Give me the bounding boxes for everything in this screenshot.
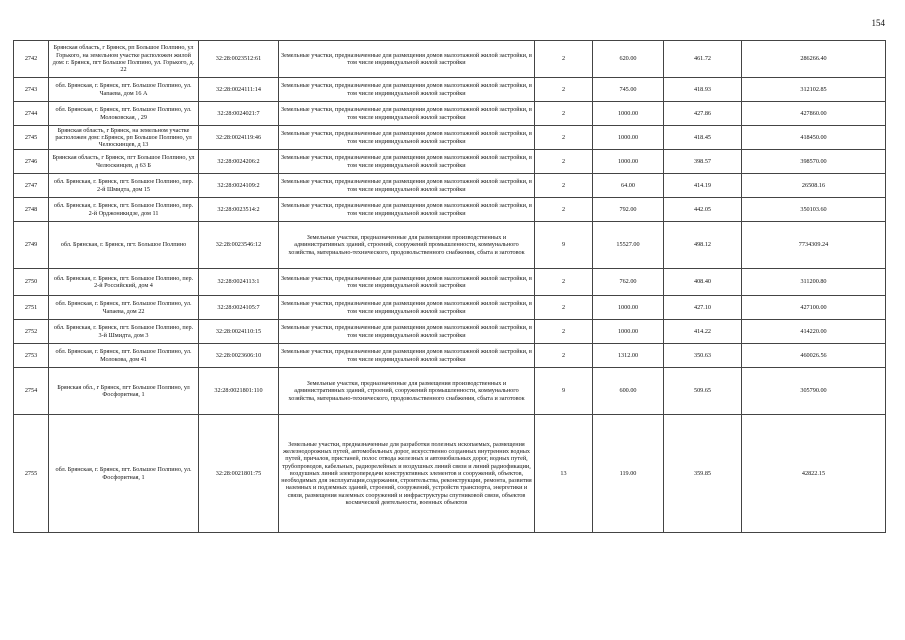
- cadastral-number-cell: 32:28:0024110:15: [199, 320, 279, 344]
- land-use-cell: Земельные участки, предназначенные для размещения домов малоэтажной жилой застройки, в том числе индивидуальной жилой застройки: [279, 150, 535, 174]
- row-number-cell: 2746: [14, 150, 49, 174]
- land-use-cell: Земельные участки, предназначенные для размещения домов малоэтажной жилой застройки, в том числе индивидуальной жилой застройки: [279, 41, 535, 78]
- cadastral-number-cell: 32:28:0023606:10: [199, 344, 279, 368]
- use-group-cell: 9: [535, 368, 593, 415]
- table-row: [14, 222, 886, 269]
- address-cell: Брянская область, г Брянск, пгт Большое Полпино, ул Челюскинцев, д 63 Б: [49, 150, 199, 174]
- cadastral-value-cell: 460026.56: [742, 344, 886, 368]
- cadastral-value-cell: 7734309.24: [742, 222, 886, 269]
- use-group-cell: 2: [535, 78, 593, 102]
- land-use-cell: Земельные участки, предназначенные для размещения домов малоэтажной жилой застройки, в том числе индивидуальной жилой застройки: [279, 198, 535, 222]
- land-use-cell: Земельные участки, предназначенные для разработки полезных ископаемых, размещения железнодорожных путей, автомобильных дорог, искусственно созданных внутренних водных путей, причалов, пристаней, полос отвода железных и автомобильных дорог, водных путей, трубопроводов, кабельных, радиорелейных и воздушных линий связи и линий радиофикации, воздушных линий электропередачи конструктивных элементов и сооружений, объектов, необходимых для эксплуатации,содержания, строительства, реконструкции, ремонта, развития наземных и подземных зданий, строений, сооружений, устройств транспорта, энергетики и связи, размещения наземных сооружений и инфраструктуры спутниковой связи, объектов космической деятельности, военных объектов: [279, 415, 535, 533]
- cadastral-number-cell: 32:28:0023546:12: [199, 222, 279, 269]
- cadastral-number-cell: 32:28:0021801:75: [199, 415, 279, 533]
- cadastral-value-cell: 414220.00: [742, 320, 886, 344]
- use-group-cell: 2: [535, 344, 593, 368]
- area-cell: 762.00: [593, 269, 664, 296]
- cadastral-value-cell: 312102.85: [742, 78, 886, 102]
- address-cell: обл. Брянская, г. Брянск, пгт. Большое Полпино, ул. Молоковская, , 29: [49, 102, 199, 126]
- cadastral-value-cell: 418450.00: [742, 126, 886, 150]
- specific-value-cell: 350.63: [664, 344, 742, 368]
- use-group-cell: 2: [535, 296, 593, 320]
- address-cell: обл. Брянская, г. Брянск, пгт. Большое Полпино, пер. 2-й Российский, дом 4: [49, 269, 199, 296]
- table-row: [14, 41, 886, 78]
- row-number-cell: 2743: [14, 78, 49, 102]
- cadastral-value-cell: 26508.16: [742, 174, 886, 198]
- table-row: [14, 320, 886, 344]
- table-row: [14, 102, 886, 126]
- land-use-cell: Земельные участки, предназначенные для размещения домов малоэтажной жилой застройки, в том числе индивидуальной жилой застройки: [279, 78, 535, 102]
- specific-value-cell: 418.93: [664, 78, 742, 102]
- row-number-cell: 2742: [14, 41, 49, 78]
- specific-value-cell: 461.72: [664, 41, 742, 78]
- specific-value-cell: 427.10: [664, 296, 742, 320]
- use-group-cell: 2: [535, 269, 593, 296]
- area-cell: 64.00: [593, 174, 664, 198]
- row-number-cell: 2750: [14, 269, 49, 296]
- cadastral-number-cell: 32:28:0023512:61: [199, 41, 279, 78]
- cadastral-number-cell: 32:28:0024206:2: [199, 150, 279, 174]
- use-group-cell: 2: [535, 320, 593, 344]
- use-group-cell: 2: [535, 102, 593, 126]
- specific-value-cell: 398.57: [664, 150, 742, 174]
- area-cell: 1000.00: [593, 320, 664, 344]
- area-cell: 600.00: [593, 368, 664, 415]
- specific-value-cell: 509.65: [664, 368, 742, 415]
- cadastral-value-cell: 286266.40: [742, 41, 886, 78]
- area-cell: 15527.00: [593, 222, 664, 269]
- cadastral-value-cell: 305790.00: [742, 368, 886, 415]
- cadastral-value-cell: 427100.00: [742, 296, 886, 320]
- cadastral-number-cell: 32:28:0024109:2: [199, 174, 279, 198]
- specific-value-cell: 427.86: [664, 102, 742, 126]
- cadastral-value-cell: 311200.80: [742, 269, 886, 296]
- cadastral-number-cell: 32:28:0024113:1: [199, 269, 279, 296]
- land-use-cell: Земельные участки, предназначенные для размещения производственных и административных зданий, строений, сооружений промышленности, коммунального хозяйства, материально-технического, продовольственного снабжения, сбыта и заготовок: [279, 222, 535, 269]
- area-cell: 119.00: [593, 415, 664, 533]
- land-use-cell: Земельные участки, предназначенные для размещения домов малоэтажной жилой застройки, в том числе индивидуальной жилой застройки: [279, 320, 535, 344]
- address-cell: обл. Брянская, г. Брянск, пгт. Большое Полпино: [49, 222, 199, 269]
- land-use-cell: Земельные участки, предназначенные для размещения домов малоэтажной жилой застройки, в том числе индивидуальной жилой застройки: [279, 296, 535, 320]
- specific-value-cell: 359.85: [664, 415, 742, 533]
- land-use-cell: Земельные участки, предназначенные для размещения домов малоэтажной жилой застройки, в том числе индивидуальной жилой застройки: [279, 344, 535, 368]
- cadastral-number-cell: 32:28:0024119:46: [199, 126, 279, 150]
- cadastral-number-cell: 32:28:0024021:7: [199, 102, 279, 126]
- use-group-cell: 9: [535, 222, 593, 269]
- area-cell: 1000.00: [593, 150, 664, 174]
- use-group-cell: 13: [535, 415, 593, 533]
- table-row: [14, 78, 886, 102]
- address-cell: Брянская область, г Брянск, на земельном участке расположен дом: г.Брянск, рп Большое Полпино, ул Челюскинцев, д 13: [49, 126, 199, 150]
- area-cell: 792.00: [593, 198, 664, 222]
- row-number-cell: 2748: [14, 198, 49, 222]
- address-cell: обл. Брянская, г. Брянск, пгт. Большое Полпино, ул. Молокова, дом 41: [49, 344, 199, 368]
- land-use-cell: Земельные участки, предназначенные для размещения производственных и административных зданий, строений, сооружений промышленности, коммунального хозяйства, материально-технического, продовольственного снабжения, сбыта и заготовок: [279, 368, 535, 415]
- cadastral-value-cell: 398570.00: [742, 150, 886, 174]
- table-row: [14, 344, 886, 368]
- cadastral-number-cell: 32:28:0024105:7: [199, 296, 279, 320]
- cadastral-value-cell: 42822.15: [742, 415, 886, 533]
- address-cell: обл. Брянская, г. Брянск, пгт. Большое Полпино, пер. 3-й Шмидта, дом 3: [49, 320, 199, 344]
- specific-value-cell: 498.12: [664, 222, 742, 269]
- table-row: [14, 126, 886, 150]
- row-number-cell: 2744: [14, 102, 49, 126]
- address-cell: Брянская обл., г Брянск, пгт Большое Полпино, ул Фосфоритная, 1: [49, 368, 199, 415]
- specific-value-cell: 418.45: [664, 126, 742, 150]
- row-number-cell: 2749: [14, 222, 49, 269]
- specific-value-cell: 414.19: [664, 174, 742, 198]
- use-group-cell: 2: [535, 174, 593, 198]
- cadastral-value-cell: 427860.00: [742, 102, 886, 126]
- specific-value-cell: 442.05: [664, 198, 742, 222]
- row-number-cell: 2755: [14, 415, 49, 533]
- row-number-cell: 2754: [14, 368, 49, 415]
- table-row: [14, 368, 886, 415]
- specific-value-cell: 408.40: [664, 269, 742, 296]
- table-row: [14, 415, 886, 533]
- area-cell: 1000.00: [593, 126, 664, 150]
- cadastral-number-cell: 32:28:0021801:110: [199, 368, 279, 415]
- table-row: [14, 150, 886, 174]
- cadastral-number-cell: 32:28:0023514:2: [199, 198, 279, 222]
- cadastral-number-cell: 32:28:0024111:14: [199, 78, 279, 102]
- table-row: [14, 296, 886, 320]
- land-use-cell: Земельные участки, предназначенные для размещения домов малоэтажной жилой застройки, в том числе индивидуальной жилой застройки: [279, 126, 535, 150]
- address-cell: обл. Брянская, г. Брянск, пгт. Большое Полпино, пер. 2-й Шмидта, дом 15: [49, 174, 199, 198]
- land-use-cell: Земельные участки, предназначенные для размещения домов малоэтажной жилой застройки, в том числе индивидуальной жилой застройки: [279, 102, 535, 126]
- row-number-cell: 2751: [14, 296, 49, 320]
- address-cell: обл. Брянская, г. Брянск, пгт. Большое Полпино, ул. Фосфоритная, 1: [49, 415, 199, 533]
- table-row: [14, 269, 886, 296]
- land-use-cell: Земельные участки, предназначенные для размещения домов малоэтажной жилой застройки, в том числе индивидуальной жилой застройки: [279, 269, 535, 296]
- area-cell: 620.00: [593, 41, 664, 78]
- row-number-cell: 2753: [14, 344, 49, 368]
- page-number: 154: [871, 18, 885, 28]
- area-cell: 1000.00: [593, 296, 664, 320]
- row-number-cell: 2747: [14, 174, 49, 198]
- table-row: [14, 198, 886, 222]
- use-group-cell: 2: [535, 198, 593, 222]
- use-group-cell: 2: [535, 150, 593, 174]
- table-row: [14, 174, 886, 198]
- address-cell: обл. Брянская, г. Брянск, пгт. Большое Полпино, ул. Чапаева, дом 16 А: [49, 78, 199, 102]
- area-cell: 1312.00: [593, 344, 664, 368]
- row-number-cell: 2745: [14, 126, 49, 150]
- land-registry-table: [13, 40, 886, 533]
- use-group-cell: 2: [535, 126, 593, 150]
- specific-value-cell: 414.22: [664, 320, 742, 344]
- address-cell: Брянская область, г Брянск, рп Большое Полпино, ул Горького, на земельном участке расположен жилой дом: г. Брянск, пгт Большое Полпино, ул. Горького, д. 22: [49, 41, 199, 78]
- table-body: [14, 41, 886, 533]
- address-cell: обл. Брянская, г. Брянск, пгт. Большое Полпино, ул. Чапаева, дом 22: [49, 296, 199, 320]
- land-use-cell: Земельные участки, предназначенные для размещения домов малоэтажной жилой застройки, в том числе индивидуальной жилой застройки: [279, 174, 535, 198]
- address-cell: обл. Брянская, г. Брянск, пгт. Большое Полпино, пер. 2-й Орджоникидзе, дом 11: [49, 198, 199, 222]
- area-cell: 1000.00: [593, 102, 664, 126]
- use-group-cell: 2: [535, 41, 593, 78]
- row-number-cell: 2752: [14, 320, 49, 344]
- cadastral-value-cell: 350103.60: [742, 198, 886, 222]
- area-cell: 745.00: [593, 78, 664, 102]
